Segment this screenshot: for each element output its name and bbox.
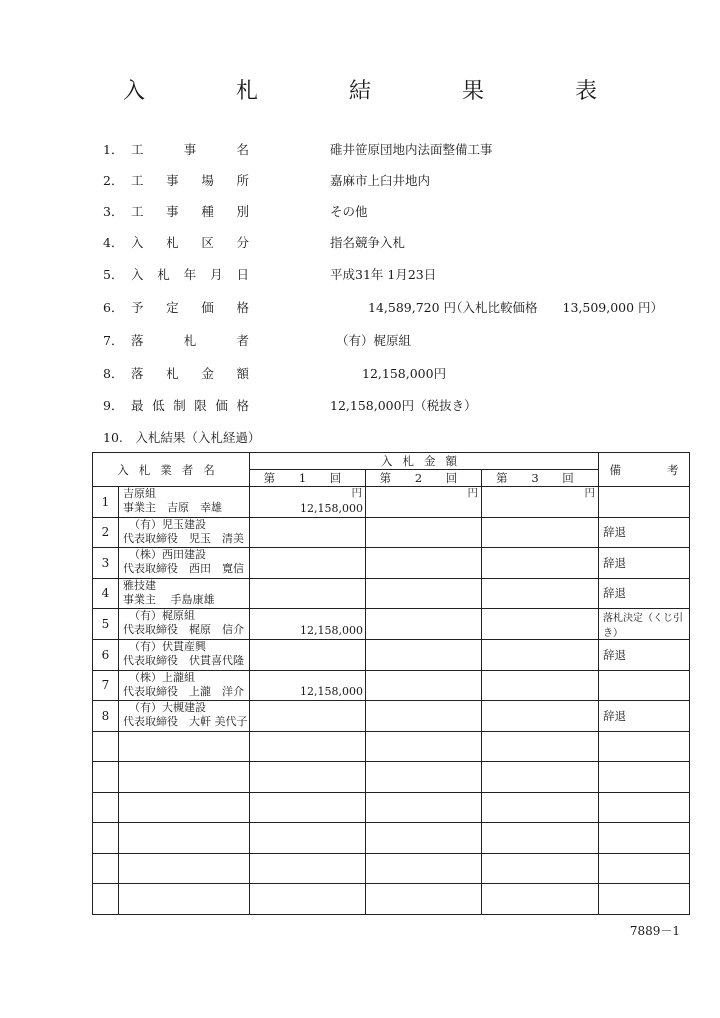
info-row-minimum-price bbox=[0, 396, 720, 416]
info-value: その他 bbox=[330, 204, 368, 219]
info-row-construction-name bbox=[0, 140, 720, 160]
document-code: 7889－1 bbox=[629, 924, 680, 938]
round-1-amount bbox=[250, 701, 366, 732]
table-row bbox=[93, 640, 690, 671]
representative-name: 代表取締役 西田 寛信 bbox=[123, 562, 244, 575]
table-row bbox=[93, 701, 690, 732]
remarks-cell: 辞退 bbox=[599, 578, 690, 609]
info-label: 最低制限価格 bbox=[131, 398, 249, 413]
table-row bbox=[93, 578, 690, 609]
table-header-row bbox=[93, 453, 690, 470]
company-name: （有）児玉建設 bbox=[129, 517, 206, 531]
round-2-amount bbox=[366, 701, 482, 732]
representative-name: 事業主 吉原 幸雄 bbox=[123, 501, 222, 514]
info-row-winning-bidder bbox=[0, 331, 720, 351]
row-number: 5 bbox=[93, 609, 119, 640]
representative-name: 事業主 手島康雄 bbox=[123, 592, 215, 606]
info-row-construction-site bbox=[0, 171, 720, 191]
comparison-price-value: （入札比較価格 13,509,000 円） bbox=[450, 300, 664, 315]
remarks-cell: 辞退 bbox=[599, 548, 690, 579]
round-3-amount bbox=[482, 670, 599, 701]
info-number: 1． bbox=[103, 142, 124, 157]
round-2-amount bbox=[366, 548, 482, 579]
round-1-amount bbox=[250, 517, 366, 548]
info-number: 7． bbox=[103, 333, 124, 348]
remarks-cell: 辞退 bbox=[599, 640, 690, 671]
bidder-cell bbox=[119, 487, 250, 518]
info-label: 落札金額 bbox=[131, 366, 249, 381]
page-title: 入 札 結 果 表 bbox=[123, 79, 639, 104]
round-1-amount bbox=[250, 487, 366, 518]
round-1-amount bbox=[250, 609, 366, 640]
row-number: 6 bbox=[93, 640, 119, 671]
representative-name: 代表取締役 上瀧 洋介 bbox=[123, 684, 244, 698]
info-row-bid-date bbox=[0, 265, 720, 285]
header-round-1: 第 1 回 bbox=[250, 470, 366, 487]
table-row bbox=[93, 548, 690, 579]
planned-price-value: 14,589,720 円 bbox=[368, 300, 457, 315]
bidder-cell bbox=[119, 548, 250, 579]
round-1-amount bbox=[250, 640, 366, 671]
remarks-cell: 辞退 bbox=[599, 701, 690, 732]
round-2-amount bbox=[366, 487, 482, 518]
empty-table-row bbox=[93, 792, 690, 823]
info-label: 予定価格 bbox=[131, 300, 249, 315]
info-row-winning-amount bbox=[0, 364, 720, 384]
company-name: （有）伏貫産興 bbox=[129, 640, 206, 653]
bidder-cell bbox=[119, 517, 250, 548]
company-name: 雅技建 bbox=[123, 578, 156, 592]
round-3-amount bbox=[482, 609, 599, 640]
info-label: 入札年月日 bbox=[131, 267, 249, 282]
company-name: （株）上瀧組 bbox=[129, 670, 195, 684]
bidder-cell bbox=[119, 640, 250, 671]
bid-results-table bbox=[92, 452, 690, 915]
representative-name: 代表取締役 伏貫喜代隆 bbox=[123, 654, 244, 667]
info-label: 工事種別 bbox=[131, 204, 249, 219]
info-value: （有）梶原組 bbox=[336, 333, 412, 348]
header-bid-amount: 入札金額 bbox=[250, 453, 599, 470]
round-2-amount bbox=[366, 640, 482, 671]
yen-unit: 円 bbox=[351, 487, 362, 499]
round-2-amount bbox=[366, 670, 482, 701]
round-3-amount bbox=[482, 640, 599, 671]
info-number: 2． bbox=[103, 173, 124, 188]
info-row-bid-category bbox=[0, 233, 720, 253]
representative-name: 代表取締役 大軒 美代子 bbox=[123, 715, 248, 728]
bidder-cell bbox=[119, 701, 250, 732]
info-number: 5． bbox=[103, 267, 124, 282]
info-label: 工事場所 bbox=[131, 173, 249, 188]
remarks-cell bbox=[599, 487, 690, 518]
company-name: （有）梶原組 bbox=[129, 609, 195, 622]
round-1-amount bbox=[250, 670, 366, 701]
round-2-amount bbox=[366, 609, 482, 640]
round-1-amount bbox=[250, 578, 366, 609]
remarks-cell: 辞退 bbox=[599, 517, 690, 548]
header-bidder: 入札業者名 bbox=[93, 453, 250, 487]
round-3-amount bbox=[482, 701, 599, 732]
bidder-cell bbox=[119, 578, 250, 609]
bidder-cell bbox=[119, 609, 250, 640]
company-name: 吉原組 bbox=[123, 487, 156, 500]
yen-unit: 円 bbox=[467, 487, 478, 499]
row-number: 8 bbox=[93, 701, 119, 732]
round-1-amount bbox=[250, 548, 366, 579]
info-number: 8． bbox=[103, 366, 124, 381]
representative-name: 代表取締役 児玉 清美 bbox=[123, 531, 244, 545]
table-row bbox=[93, 670, 690, 701]
company-name: （有）大槻建設 bbox=[129, 701, 206, 714]
round-2-amount bbox=[366, 517, 482, 548]
info-row-planned-price bbox=[0, 298, 720, 318]
round-2-amount bbox=[366, 578, 482, 609]
empty-table-row bbox=[93, 731, 690, 762]
empty-table-row bbox=[93, 823, 690, 854]
amount-value: 12,158,000 bbox=[300, 624, 363, 637]
info-number: 4． bbox=[103, 235, 124, 250]
row-number: 3 bbox=[93, 548, 119, 579]
row-number: 2 bbox=[93, 517, 119, 548]
info-value: 12,158,000円 bbox=[362, 366, 447, 381]
info-value: 指名競争入札 bbox=[330, 235, 406, 250]
info-label: 落札者 bbox=[131, 333, 249, 348]
info-number: 9． bbox=[103, 398, 124, 413]
row-number: 7 bbox=[93, 670, 119, 701]
info-value: 12,158,000円（税抜き） bbox=[330, 398, 477, 413]
empty-table-row bbox=[93, 762, 690, 793]
info-value: 平成31年 1月23日 bbox=[330, 267, 437, 282]
round-3-amount bbox=[482, 517, 599, 548]
table-row bbox=[93, 609, 690, 640]
info-label: 工事名 bbox=[131, 142, 249, 157]
round-3-amount bbox=[482, 548, 599, 579]
yen-unit: 円 bbox=[584, 487, 595, 499]
amount-value: 12,158,000 bbox=[300, 501, 363, 515]
table-row bbox=[93, 517, 690, 548]
table-row bbox=[93, 487, 690, 518]
amount-value: 12,158,000 bbox=[300, 685, 363, 698]
round-3-amount bbox=[482, 487, 599, 518]
info-number: 6． bbox=[103, 300, 124, 315]
header-remarks: 備 考 bbox=[599, 453, 690, 487]
info-number: 3． bbox=[103, 204, 124, 219]
info-row-construction-type bbox=[0, 202, 720, 222]
row-number: 1 bbox=[93, 487, 119, 518]
representative-name: 代表取締役 梶原 信介 bbox=[123, 623, 244, 636]
remarks-cell: 落札決定（くじ引き） bbox=[599, 609, 690, 640]
row-number: 4 bbox=[93, 578, 119, 609]
company-name: （株）西田建設 bbox=[129, 548, 206, 561]
info-value: 碓井笹原団地内法面整備工事 bbox=[330, 142, 493, 157]
remarks-cell bbox=[599, 670, 690, 701]
empty-table-row bbox=[93, 853, 690, 884]
header-round-2: 第 2 回 bbox=[366, 470, 482, 487]
header-round-3: 第 3 回 bbox=[482, 470, 599, 487]
bid-results-section-label: 10. 入札結果（入札経過） bbox=[103, 430, 261, 445]
round-3-amount bbox=[482, 578, 599, 609]
info-value: 嘉麻市上臼井地内 bbox=[330, 173, 431, 188]
info-label: 入札区分 bbox=[131, 235, 249, 250]
empty-table-row bbox=[93, 884, 690, 915]
bidder-cell bbox=[119, 670, 250, 701]
